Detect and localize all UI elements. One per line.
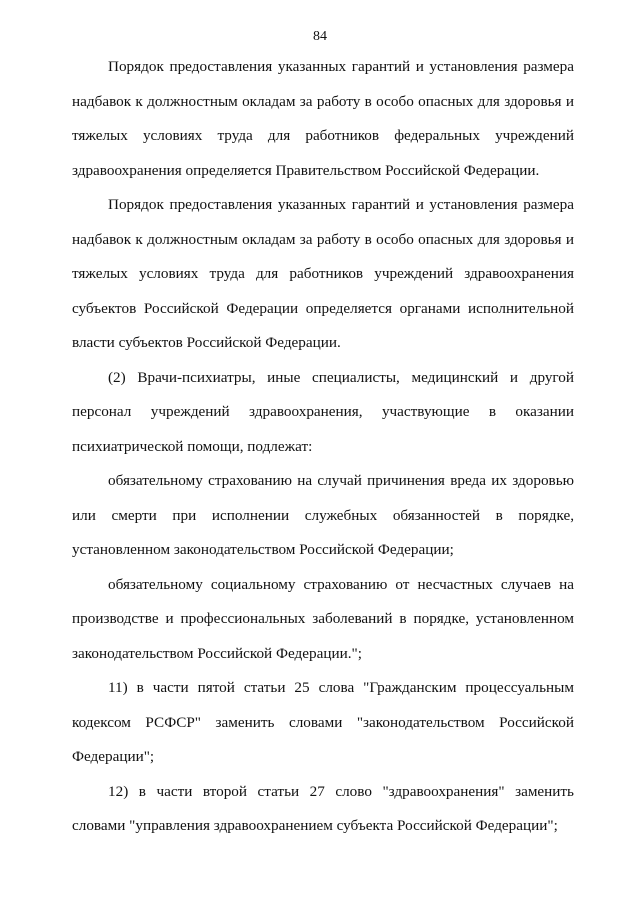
paragraph-federal-institutions: Порядок предоставления указанных гарантий и установления размера надбавок к должностным окладам за работу в особо опасных для здоровья и тяжелых условиях труда для работников федеральных учреждений здравоохранения определяется Правительством Российской Федерации.: [72, 58, 574, 179]
paragraph-psychiatrists-insurance: (2) Врачи-психиатры, иные специалисты, медицинский и другой персонал учреждений здравоохранения, участвующие в оказании психиатрической помощи, подлежат:: [72, 368, 574, 455]
document-body: [72, 50, 574, 844]
paragraph-mandatory-insurance: обязательному страхованию на случай причинения вреда их здоровью или смерти при исполнении служебных обязанностей в порядке, установленном законодательством Российской Федерации;: [72, 472, 574, 558]
paragraph-social-insurance: обязательному социальному страхованию от несчастных случаев на производстве и профессиональных заболеваний в порядке, установленном законодательством Российской Федерации.";: [72, 575, 574, 662]
paragraph-item-12: 12) в части второй статьи 27 слово "здравоохранения" заменить словами "управления здравоохранением субъекта Российской Федерации";: [72, 782, 574, 834]
page-number: 84: [313, 29, 327, 44]
paragraph-subject-institutions: Порядок предоставления указанных гарантий и установления размера надбавок к должностным окладам за работу в особо опасных для здоровья и тяжелых условиях труда для работников учреждений здравоохранения субъектов Российской Федерации определяется органами исполнительной власти субъектов Российской Федерации.: [72, 196, 574, 351]
paragraph-item-11: 11) в части пятой статьи 25 слова "Гражданским процессуальным кодексом РСФСР" заменить словами "законодательством Российской Федерации";: [72, 679, 574, 765]
